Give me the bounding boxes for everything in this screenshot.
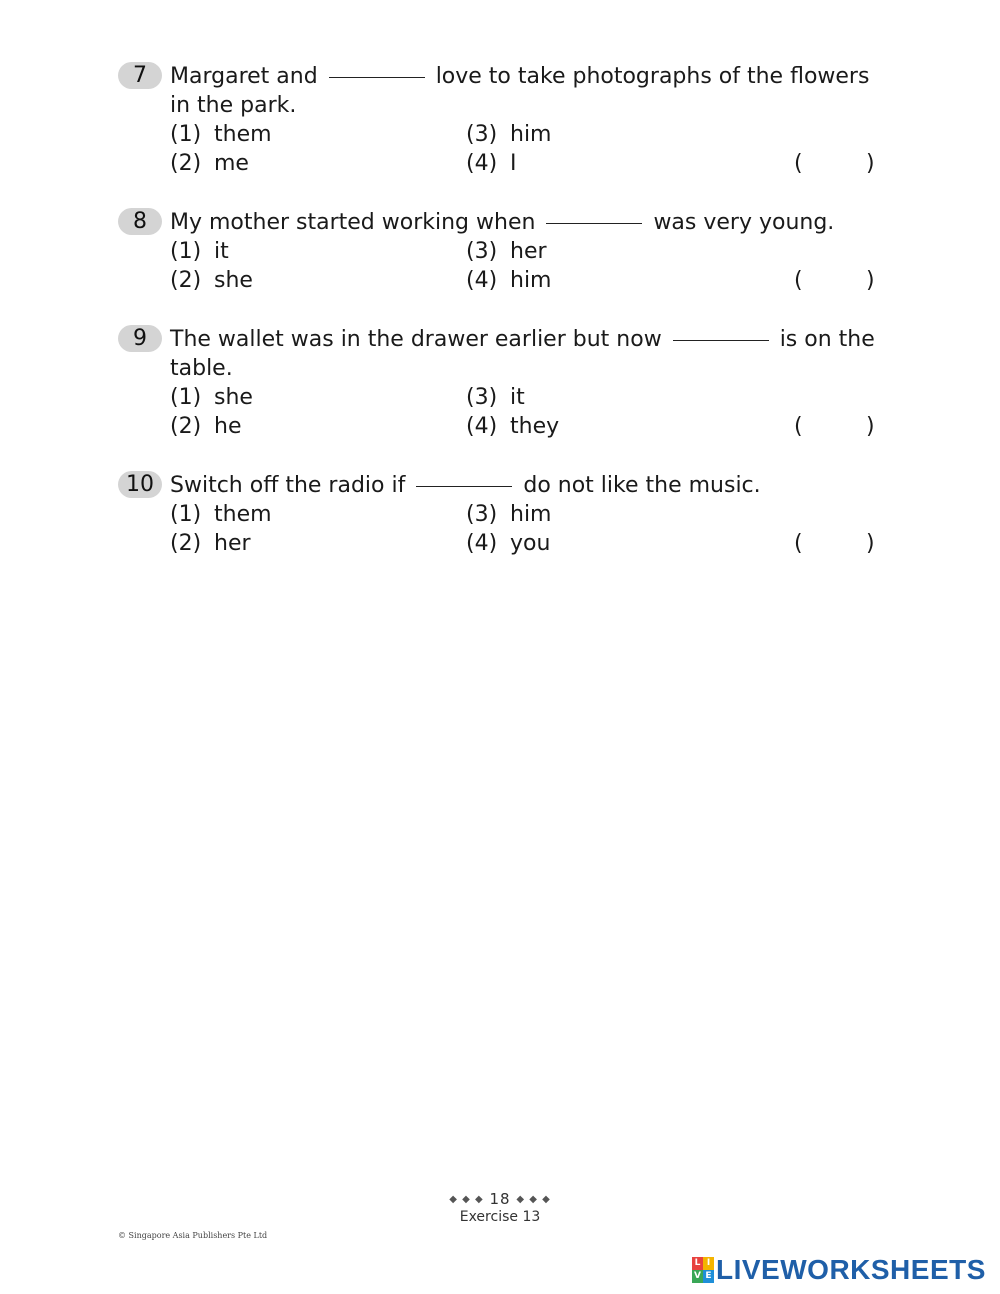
option-3: (3) him xyxy=(466,122,552,147)
live-icon: L I V E xyxy=(692,1257,714,1283)
question-number: 8 xyxy=(118,208,162,235)
answer-box-open[interactable]: ( xyxy=(794,151,803,176)
question-number: 7 xyxy=(118,62,162,89)
answer-blank[interactable] xyxy=(416,485,512,487)
option-1: (1) them xyxy=(170,502,272,527)
answer-box-open[interactable]: ( xyxy=(794,414,803,439)
option-2: (2) her xyxy=(170,531,251,556)
answer-box-close[interactable]: ) xyxy=(866,414,875,439)
option-4: (4) I xyxy=(466,151,517,176)
question-text: do not like the music. xyxy=(523,473,761,498)
question-text: Switch off the radio if xyxy=(170,473,406,498)
question-text-continued: table. xyxy=(170,356,233,381)
answer-box-close[interactable]: ) xyxy=(866,531,875,556)
question-7 xyxy=(118,62,888,178)
option-3: (3) him xyxy=(466,502,552,527)
liveworksheets-logo xyxy=(692,1254,986,1286)
question-text: was very young. xyxy=(653,210,835,235)
diamond-icon: ◆ ◆ ◆ xyxy=(516,1194,551,1205)
option-3: (3) her xyxy=(466,239,547,264)
question-text: love to take photographs of the flowers xyxy=(435,64,870,89)
question-8 xyxy=(118,208,888,295)
question-text-continued: in the park. xyxy=(170,93,297,118)
logo-text: LIVEWORKSHEETS xyxy=(716,1254,986,1285)
option-2: (2) she xyxy=(170,268,253,293)
answer-box-close[interactable]: ) xyxy=(866,268,875,293)
question-text: Margaret and xyxy=(170,64,318,89)
question-9 xyxy=(118,325,888,441)
answer-blank[interactable] xyxy=(329,76,425,78)
question-10 xyxy=(118,471,888,558)
answer-box-close[interactable]: ) xyxy=(866,151,875,176)
question-number: 10 xyxy=(118,471,162,498)
question-text: My mother started working when xyxy=(170,210,536,235)
answer-blank[interactable] xyxy=(546,222,642,224)
exercise-label: Exercise 13 xyxy=(459,1209,541,1225)
question-text: is on the xyxy=(779,327,875,352)
option-1: (1) them xyxy=(170,122,272,147)
option-4: (4) him xyxy=(466,268,552,293)
answer-box-open[interactable]: ( xyxy=(794,531,803,556)
option-3: (3) it xyxy=(466,385,525,410)
option-1: (1) it xyxy=(170,239,229,264)
answer-box-open[interactable]: ( xyxy=(794,268,803,293)
answer-blank[interactable] xyxy=(673,339,769,341)
option-4: (4) you xyxy=(466,531,551,556)
diamond-icon: ◆ ◆ ◆ xyxy=(449,1194,484,1205)
page-number: ◆ ◆ ◆ 18 ◆ ◆ ◆ xyxy=(449,1190,551,1208)
question-text: The wallet was in the drawer earlier but now xyxy=(170,327,662,352)
option-1: (1) she xyxy=(170,385,253,410)
option-2: (2) he xyxy=(170,414,242,439)
option-2: (2) me xyxy=(170,151,249,176)
question-number: 9 xyxy=(118,325,162,352)
copyright-notice: © Singapore Asia Publishers Pte Ltd xyxy=(118,1231,268,1240)
option-4: (4) they xyxy=(466,414,560,439)
